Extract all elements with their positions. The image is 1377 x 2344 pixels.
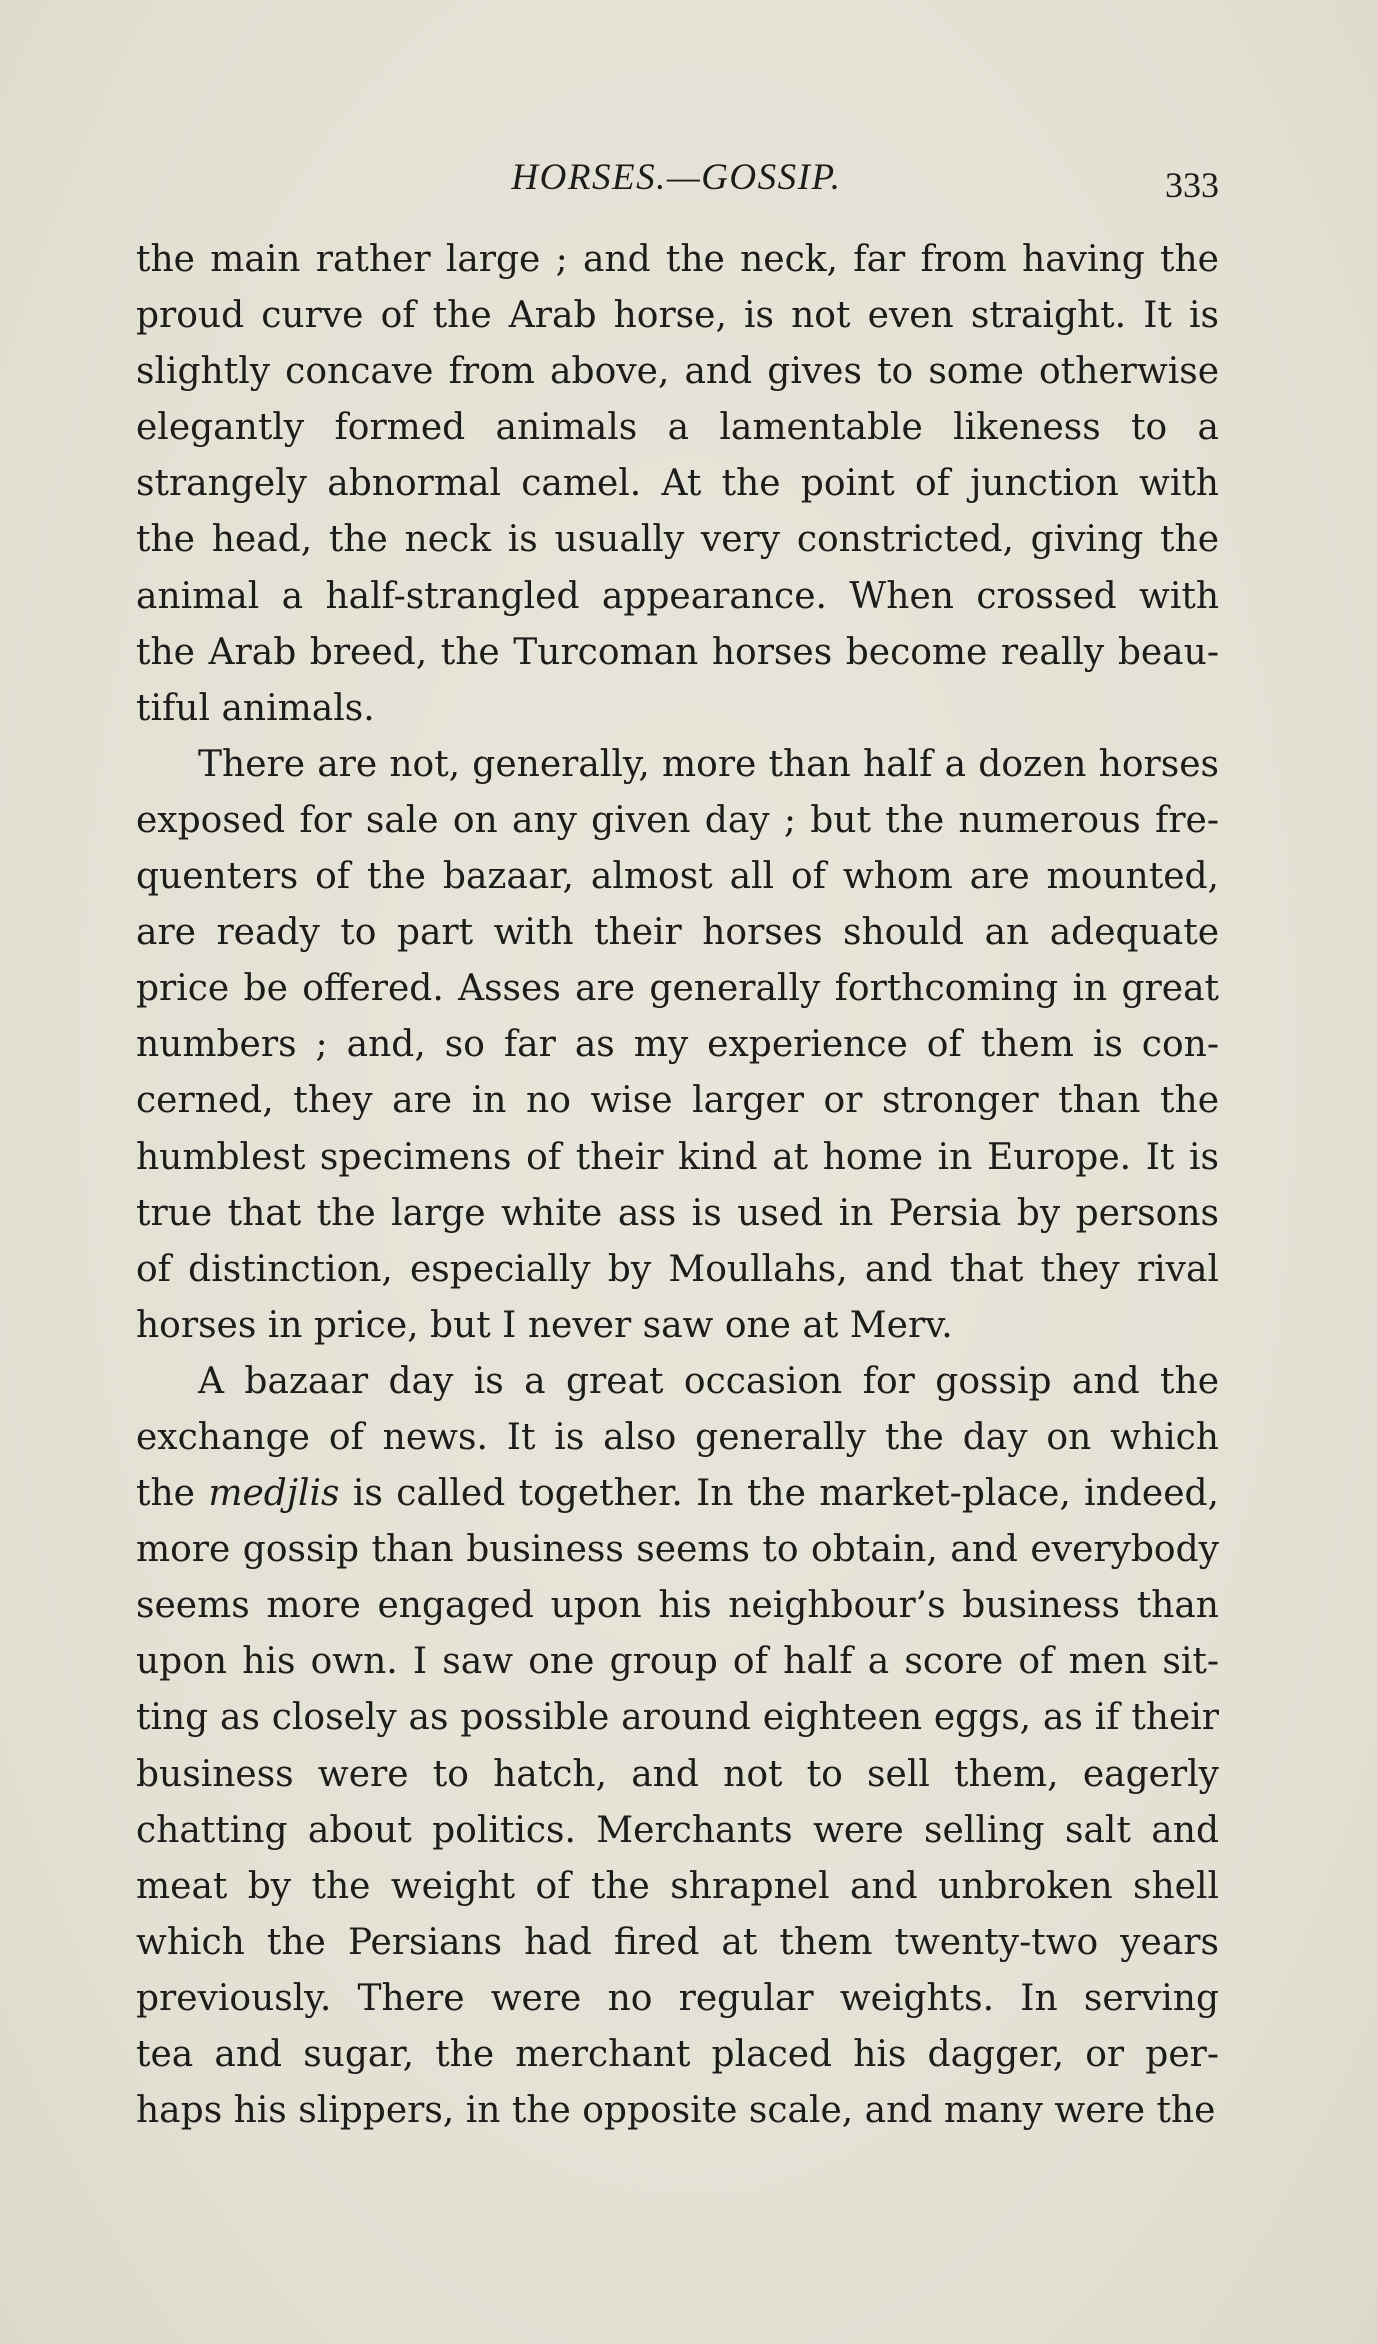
line-text: cerned, they are in no wise larger or stronger than the (136, 1080, 1219, 1122)
line-text: quenters of the bazaar, almost all of whom are mounted, (136, 856, 1219, 898)
text-line (136, 1017, 1219, 1073)
line-text: of distinction, especially by Moullahs, and that they rival (136, 1248, 1219, 1290)
text-line (136, 456, 1219, 512)
line-text: chatting about politics. Merchants were selling salt and (136, 1809, 1219, 1851)
text-line (136, 1242, 1219, 1298)
text-line (136, 1073, 1219, 1129)
line-text: elegantly formed animals a lamentable likeness to a (136, 407, 1219, 449)
text-line (136, 232, 1219, 288)
text-line (136, 1803, 1219, 1859)
line-text: business were to hatch, and not to sell them, eagerly (136, 1753, 1219, 1795)
text-line (136, 1186, 1219, 1242)
line-text: are ready to part with their horses should an adequate (136, 912, 1219, 954)
text-line (136, 1130, 1219, 1186)
text-line (136, 512, 1219, 568)
text-line (136, 2083, 1219, 2139)
text-line (136, 400, 1219, 456)
line-text: horses in price, but I never saw one at Merv. (136, 1304, 953, 1346)
text-line (136, 849, 1219, 905)
text-line (136, 681, 1219, 737)
line-text: slightly concave from above, and gives to some otherwise (136, 351, 1219, 393)
line-text: strangely abnormal camel. At the point of junction with (136, 463, 1219, 505)
line-text: A bazaar day is a great occasion for gossip and the (198, 1360, 1219, 1402)
text-line (136, 1522, 1219, 1578)
text-line (136, 1578, 1219, 1634)
text-line (136, 1690, 1219, 1746)
line-text: the head, the neck is usually very constricted, giving the (136, 519, 1219, 561)
italic-term: medjlis (208, 1473, 340, 1515)
line-text: previously. There were no regular weights. In serving (136, 1977, 1219, 2019)
running-head (134, 150, 1219, 210)
line-text: the (136, 1473, 209, 1515)
line-text: the main rather large ; and the neck, far from having the (136, 239, 1219, 280)
text-line (136, 737, 1219, 793)
line-text: tiful animals. (136, 687, 375, 729)
line-text: which the Persians had fired at them twenty-two years (136, 1921, 1219, 1963)
line-text: meat by the weight of the shrapnel and unbroken shell (136, 1865, 1219, 1907)
line-text: numbers ; and, so far as my experience of them is con- (136, 1024, 1219, 1066)
text-line (136, 344, 1219, 400)
page-number: 333 (1165, 165, 1219, 205)
line-text: There are not, generally, more than half a dozen horses (198, 743, 1219, 785)
body-text (136, 232, 1219, 2139)
paragraph (136, 232, 1219, 737)
line-text: proud curve of the Arab horse, is not even straight. It is (136, 295, 1219, 337)
paragraph (136, 737, 1219, 1354)
running-title: HORSES.—GOSSIP. (511, 157, 842, 198)
text-line (136, 1634, 1219, 1690)
line-text: humblest specimens of their kind at home in Europe. It is (136, 1136, 1219, 1178)
text-line (136, 288, 1219, 344)
text-line (136, 1298, 1219, 1354)
line-text: tea and sugar, the merchant placed his dagger, or per- (136, 2034, 1219, 2075)
text-line (136, 1971, 1219, 2027)
paragraph (136, 1354, 1219, 2139)
line-text: is called together. In the market-place, indeed, (339, 1473, 1219, 1515)
text-line (136, 1466, 1219, 1522)
line-text: price be offered. Asses are generally forthcoming in great (136, 968, 1219, 1010)
line-text: more gossip than business seems to obtain, and everybody (136, 1529, 1219, 1571)
line-text: upon his own. I saw one group of half a score of men sit- (136, 1641, 1219, 1683)
line-text: ting as closely as possible around eighteen eggs, as if their (136, 1697, 1219, 1739)
line-text: seems more engaged upon his neighbour’s business than (136, 1585, 1219, 1627)
text-line (136, 1915, 1219, 1971)
line-text: animal a half-strangled appearance. When crossed with (136, 575, 1219, 617)
text-line (136, 1747, 1219, 1803)
text-line (136, 569, 1219, 625)
text-line (136, 905, 1219, 961)
text-line (136, 625, 1219, 681)
text-line (136, 1354, 1219, 1410)
line-text: true that the large white ass is used in Persia by persons (136, 1192, 1219, 1234)
line-text: the Arab breed, the Turcoman horses become really beau- (136, 631, 1219, 673)
line-text: haps his slippers, in the opposite scale, and many were the (136, 2090, 1216, 2132)
line-text: exchange of news. It is also generally the day on which (136, 1416, 1219, 1458)
text-line (136, 1410, 1219, 1466)
text-line (136, 793, 1219, 849)
line-text: exposed for sale on any given day ; but the numerous fre- (136, 799, 1219, 841)
text-line (136, 961, 1219, 1017)
text-line (136, 2027, 1219, 2083)
text-line (136, 1859, 1219, 1915)
